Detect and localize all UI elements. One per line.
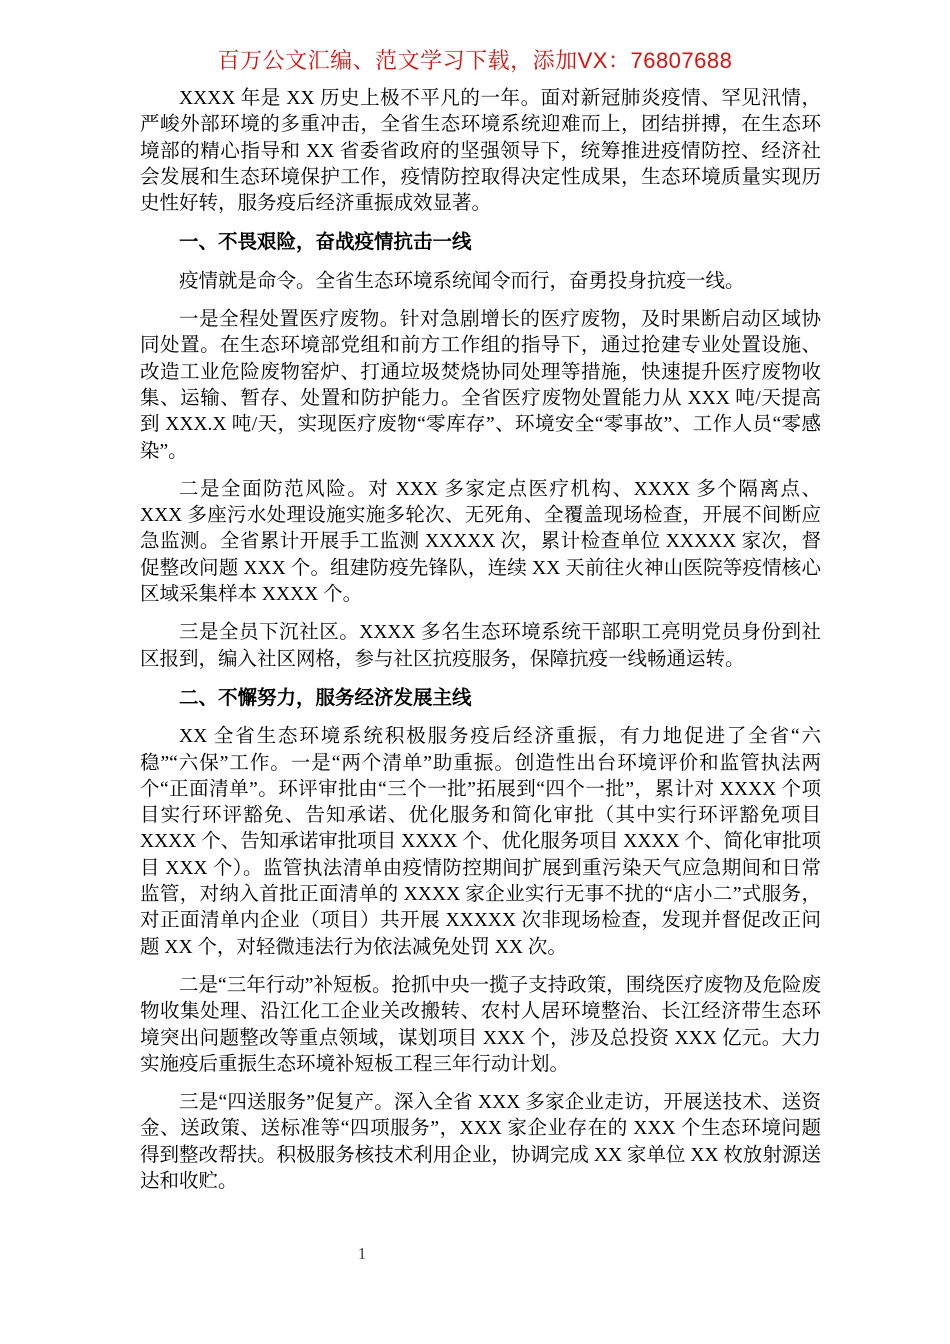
section-1-heading: 一、不畏艰险，奋战疫情抗击一线 — [179, 231, 472, 254]
section-2-heading: 二、不懈努力，服务经济发展主线 — [179, 686, 472, 709]
section-1-point-1-paragraph: 一是全程处置医疗废物。针对急剧增长的医疗废物，及时果断启动区域协同处置。在生态环境部党组和前方工作组的指导下，通过抢建专业处置设施、改造工业危险废物窑炉、打通垃圾焚烧协同处理等措施，快速提升医疗废物收集、运输、暂存、处置和防护能力。全省医疗废物处置能力从 XXX 吨/天提高到 XXX.X 吨/天，实现医疗废物“零库存”、环境安全“零事故”、工作人员“零感染”。 — [140, 309, 821, 462]
section-2-point-3-paragraph: 三是“四送服务”促复产。深入全省 XXX 多家企业走访，开展送技术、送资金、送政策、送标准等“四项服务”，XXX 家企业存在的 XXX 个生态环境问题得到整改帮扶。积极服务核技术利用企业，协调完成 XX 家单位 XX 枚放射源送达和收贮。 — [140, 1092, 821, 1192]
section-1-point-2-paragraph: 二是全面防范风险。对 XXX 多家定点医疗机构、XXXX 多个隔离点、XXX 多座污水处理设施实施多轮次、无死角、全覆盖现场检查，开展不间断应急监测。全省累计开展手工监测 XXXXX 次，累计检查单位 XXXXX 家次，督促整改问题 XXX 个。组建防疫先锋队，连续 XX 天前往火神山医院等疫情核心区域采集样本 XXXX 个。 — [140, 478, 821, 606]
intro-paragraph: XXXX 年是 XX 历史上极不平凡的一年。面对新冠肺炎疫情、罕见汛情，严峻外部环境的多重冲击，全省生态环境系统迎难而上，团结拼搏，在生态环境部的精心指导和 XX 省委省政府的坚强领导下，统筹推进疫情防控、经济社会发展和生态环境保护工作，疫情防控取得决定性成果，生态环境质量实现历史性好转，服务疫后经济重振成效显著。 — [140, 88, 821, 215]
section-2-point-1-paragraph: XX 全省生态环境系统积极服务疫后经济重振，有力地促进了全省“六稳”“六保”工作。一是“两个清单”助重振。创造性出台环境评价和监管执法两个“正面清单”。环评审批由“三个一批”拓展到“四个一批”，累计对 XXXX 个项目实行环评豁免、告知承诺、优化服务和简化审批（其中实行环评豁免项目 XXXX 个、告知承诺审批项目 XXXX 个、优化服务项目 XXXX 个、简化审批项目 XXX 个）。监管执法清单由疫情防控期间扩展到重污染天气应急期间和日常监管，对纳入首批正面清单的 XXXX 家企业实行无事不扰的“店小二”式服务，对正面清单内企业（项目）共开展 XXXXX 次非现场检查，发现并督促改正问题 XX 个，对轻微违法行为依法减免处罚 XX 次。 — [140, 726, 821, 958]
document-body — [140, 86, 821, 1207]
page-number: 1 — [357, 1244, 367, 1263]
promo-banner — [0, 44, 950, 75]
section-2-point-2-paragraph: 二是“三年行动”补短板。抢抓中央一揽子支持政策，围绕医疗废物及危险废物收集处理、沿江化工企业关改搬转、农村人居环境整治、长江经济带生态环境突出问题整改等重点领域，谋划项目 XXX 个，涉及总投资 XXX 亿元。大力实施疫后重振生态环境补短板工程三年行动计划。 — [140, 974, 821, 1075]
section-1-lead-paragraph: 疫情就是命令。全省生态环境系统闻令而行，奋勇投身抗疫一线。 — [179, 270, 745, 292]
promo-banner-text: 百万公文汇编、范文学习下载，添加VX：76807688 — [217, 48, 733, 73]
section-1-point-3-paragraph: 三是全员下沉社区。XXXX 多名生态环境系统干部职工亮明党员身份到社区报到，编入社区网格，参与社区抗疫服务，保障抗疫一线畅通运转。 — [140, 622, 821, 670]
